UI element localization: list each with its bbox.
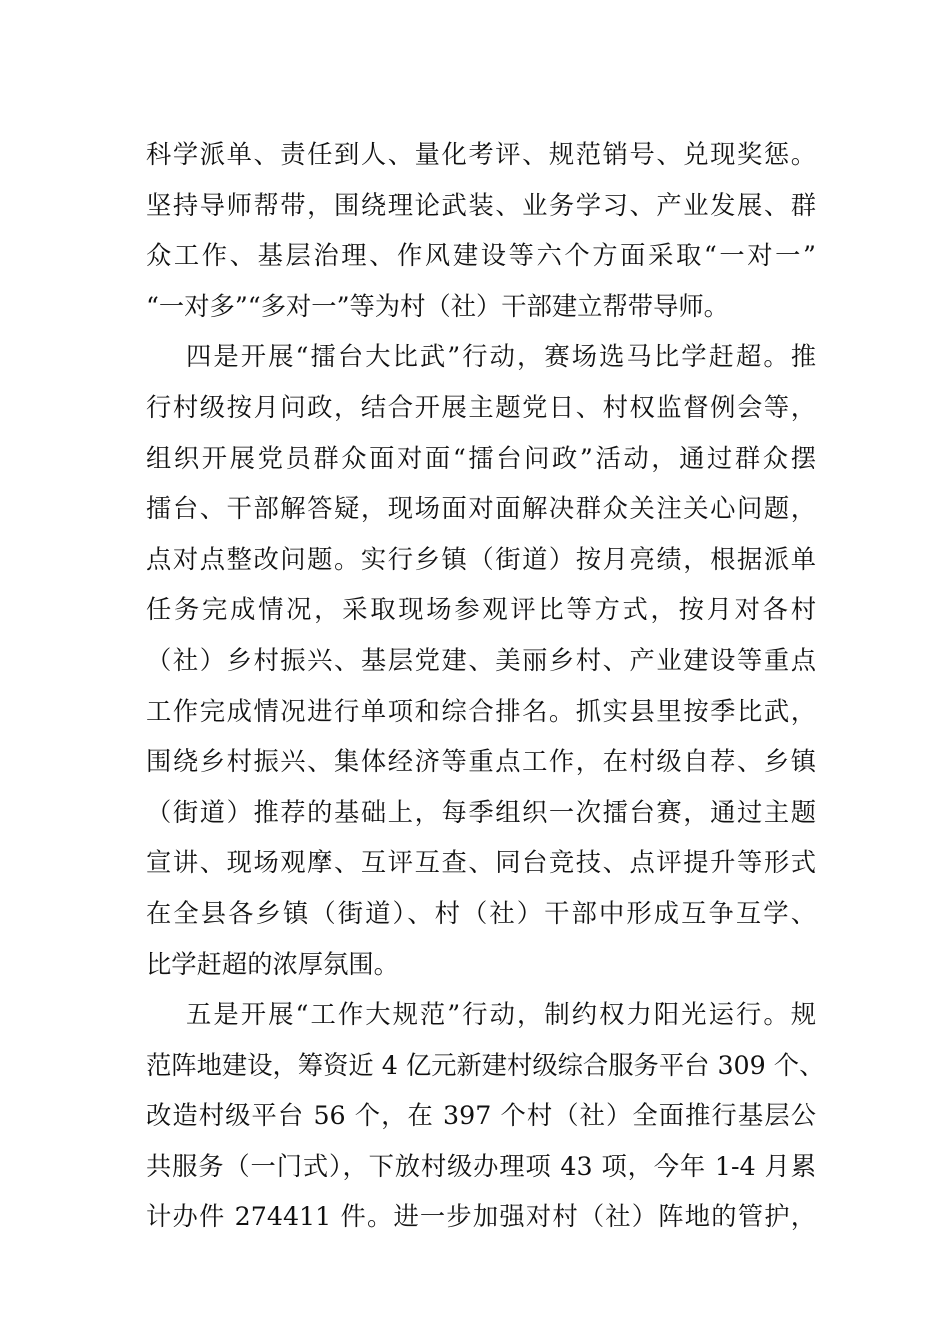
text-line: 宣讲、现场观摩、互评互查、同台竞技、点评提升等形式 — [146, 848, 816, 878]
text-line: 任务完成情况，采取现场参观评比等方式，按月对各村 — [146, 595, 816, 625]
text-line: 众工作、基层治理、作风建设等六个方面采取“一对一” — [146, 241, 816, 271]
document-body — [146, 130, 825, 1243]
text-line: 共服务（一门式），下放村级办理项 43 项，今年 1-4 月累 — [146, 1151, 816, 1181]
text-line: （街道）推荐的基础上，每季组织一次擂台赛，通过主题 — [146, 797, 816, 827]
text-line: 围绕乡村振兴、集体经济等重点工作，在村级自荐、乡镇 — [146, 747, 816, 777]
text-line: 在全县各乡镇（街道）、村（社）干部中形成互争互学、 — [146, 898, 816, 928]
paragraph-5-first-line: 五是开展“工作大规范”行动，制约权力阳光运行。规 — [186, 1000, 816, 1030]
paragraph-4-first-line: 四是开展“擂台大比武”行动，赛场选马比学赶超。推 — [186, 342, 816, 372]
text-line: “一对多”“多对一”等为村（社）干部建立帮带导师。 — [146, 291, 729, 321]
text-line: 坚持导师帮带，围绕理论武装、业务学习、产业发展、群 — [146, 190, 816, 220]
text-line: 工作完成情况进行单项和综合排名。抓实县里按季比武， — [146, 696, 816, 726]
text-line: 组织开展党员群众面对面“擂台问政”活动，通过群众摆 — [146, 443, 816, 473]
text-line: 计办件 274411 件。进一步加强对村（社）阵地的管护， — [146, 1202, 816, 1232]
text-line: 行村级按月问政，结合开展主题党日、村权监督例会等， — [146, 392, 816, 422]
text-line: 范阵地建设，筹资近 4 亿元新建村级综合服务平台 309 个、 — [146, 1050, 825, 1080]
text-line: 点对点整改问题。实行乡镇（街道）按月亮绩，根据派单 — [146, 544, 816, 574]
text-line: 科学派单、责任到人、量化考评、规范销号、兑现奖惩。 — [146, 140, 816, 169]
text-line: 改造村级平台 56 个，在 397 个村（社）全面推行基层公 — [146, 1101, 816, 1131]
text-line: （社）乡村振兴、基层党建、美丽乡村、产业建设等重点 — [146, 645, 816, 675]
text-line: 擂台、干部解答疑，现场面对面解决群众关注关心问题， — [146, 494, 816, 524]
text-line: 比学赶超的浓厚氛围。 — [146, 949, 399, 979]
